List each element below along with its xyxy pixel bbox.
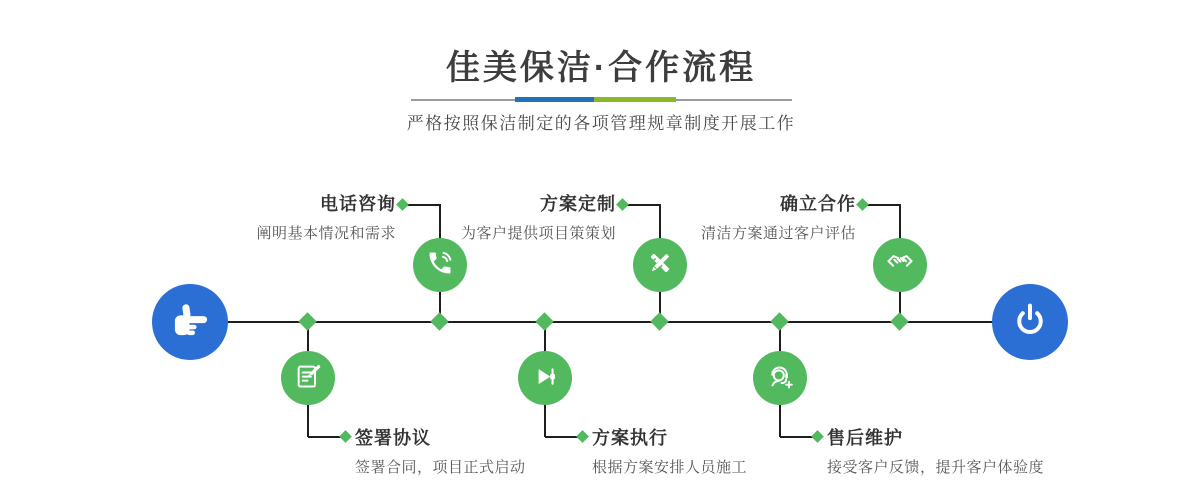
connector-horizontal [864,204,900,206]
timeline-node-diamond [430,312,448,330]
step-icon-circle-execute [518,351,572,405]
flow-step-title: 方案定制 [540,194,616,214]
flow-step-desc: 阐明基本情况和需求 [256,225,396,242]
service-icon [765,361,795,396]
flow-step-title: 方案执行 [592,428,668,448]
execute-icon [531,362,559,395]
step-icon-circle-contract [281,351,335,405]
handshake-icon [885,248,915,283]
flow-step [827,424,1044,477]
start-node [152,284,228,360]
label-marker-diamond [811,430,824,443]
flow-step [701,190,856,243]
contract-icon [294,362,322,395]
flow-step-title: 签署协议 [355,428,431,448]
divider-blue-segment [515,97,594,102]
flow-step-title: 确立合作 [780,194,856,214]
flow-step-desc: 接受客户反馈，提升客户体验度 [827,459,1045,476]
page-subtitle: 严格按照保洁制定的各项管理规章制度开展工作 [406,114,796,133]
power-icon [1010,300,1050,345]
flow-step [256,190,396,243]
timeline-node-diamond [650,312,668,330]
label-marker-diamond [856,198,869,211]
page-title: 佳美保洁·合作流程 [445,49,757,87]
phone-icon [426,249,454,282]
step-icon-circle-handshake [873,238,927,292]
flow-step-desc: 清洁方案通过客户评估 [700,225,856,242]
timeline-node-diamond [298,312,316,330]
flow-step [355,424,526,477]
connector-horizontal [624,204,660,206]
pointing-hand-icon [169,299,211,346]
timeline-node-diamond [770,312,788,330]
title-divider [0,97,1202,102]
flow-step-desc: 根据方案安排人员施工 [592,459,748,476]
divider-gray-left [411,99,515,101]
end-node [992,284,1068,360]
flow-step-title: 电话咨询 [320,194,396,214]
flow-step-desc: 签署合同，项目正式启动 [355,459,526,476]
step-icon-circle-design [633,238,687,292]
flow-step-desc: 为客户提供项目策策划 [460,225,616,242]
divider-green-segment [594,97,676,102]
step-icon-circle-phone [413,238,467,292]
timeline-node-diamond [890,312,908,330]
flow-step [461,190,616,243]
flow-step-title: 售后维护 [827,428,903,448]
label-marker-diamond [339,430,352,443]
label-marker-diamond [616,198,629,211]
divider-gray-right [676,99,792,101]
design-icon [646,249,674,282]
label-marker-diamond [576,430,589,443]
step-icon-circle-service [753,351,807,405]
connector-horizontal [404,204,440,206]
timeline-node-diamond [535,312,553,330]
flow-step [592,424,747,477]
label-marker-diamond [396,198,409,211]
timeline-line [226,321,996,323]
